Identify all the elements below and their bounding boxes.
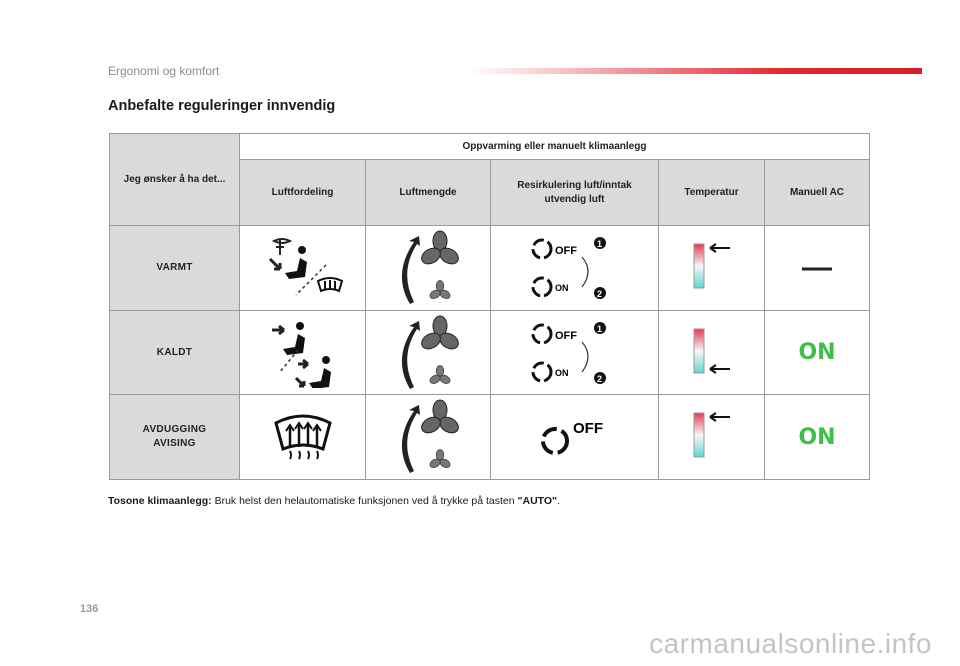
recirculation-icon: [491, 226, 659, 311]
row-label: KALDT: [110, 311, 240, 395]
page-number: 136: [80, 603, 99, 615]
svg-text:1: 1: [596, 239, 602, 249]
header-accent-rule: [470, 68, 922, 74]
svg-text:2: 2: [596, 289, 602, 299]
ac-on-indicator: ON: [765, 395, 870, 480]
recirculation-icon: [491, 311, 659, 395]
windscreen-and-feet-airflow-icon: [240, 226, 366, 311]
temperature-hot-icon: [659, 395, 765, 480]
fan-speed-increase-icon: [366, 311, 491, 395]
ac-on-indicator: ON: [765, 311, 870, 395]
svg-text:OFF: OFF: [554, 329, 577, 342]
row-label: VARMT: [110, 226, 240, 311]
section-label: Ergonomi og komfort: [108, 64, 220, 78]
svg-text:OFF: OFF: [572, 420, 603, 437]
page-title: Anbefalte reguleringer innvendig: [108, 98, 336, 114]
corner-header: Jeg ønsker å ha det...: [110, 134, 240, 226]
column-header-recirculation: Resirkulering luft/inntak utvendig luft: [491, 160, 659, 226]
row-label: AVDUGGING AVISING: [110, 395, 240, 480]
svg-text:2: 2: [596, 373, 602, 384]
svg-text:ON: ON: [554, 367, 568, 378]
svg-text:ON: ON: [554, 283, 568, 293]
table-row: [110, 311, 870, 395]
svg-text:OFF: OFF: [554, 245, 577, 257]
table-row: [110, 226, 870, 311]
recommended-settings-table: [109, 133, 870, 480]
svg-text:1: 1: [596, 323, 602, 334]
column-header-distribution: Luftfordeling: [240, 160, 366, 226]
group-header: Oppvarming eller manuelt klimaanlegg: [240, 134, 870, 160]
column-header-ac: Manuell AC: [765, 160, 870, 226]
dual-zone-note: Tosone klimaanlegg: Bruk helst den helautomatiske funksjonen ved å trykke på tasten "AUTO".: [108, 495, 560, 507]
fan-speed-increase-icon: [366, 395, 491, 480]
windscreen-demist-icon: [240, 395, 366, 480]
fan-speed-increase-icon: [366, 226, 491, 311]
column-header-temperature: Temperatur: [659, 160, 765, 226]
ac-off-indicator: —: [765, 226, 870, 311]
watermark: carmanualsonline.info: [649, 628, 932, 659]
temperature-cold-icon: [659, 311, 765, 395]
temperature-hot-icon: [659, 226, 765, 311]
column-header-flow: Luftmengde: [366, 160, 491, 226]
table-row: [110, 395, 870, 480]
recirculation-off-icon: [491, 395, 659, 480]
face-and-feet-airflow-icon: [240, 311, 366, 395]
